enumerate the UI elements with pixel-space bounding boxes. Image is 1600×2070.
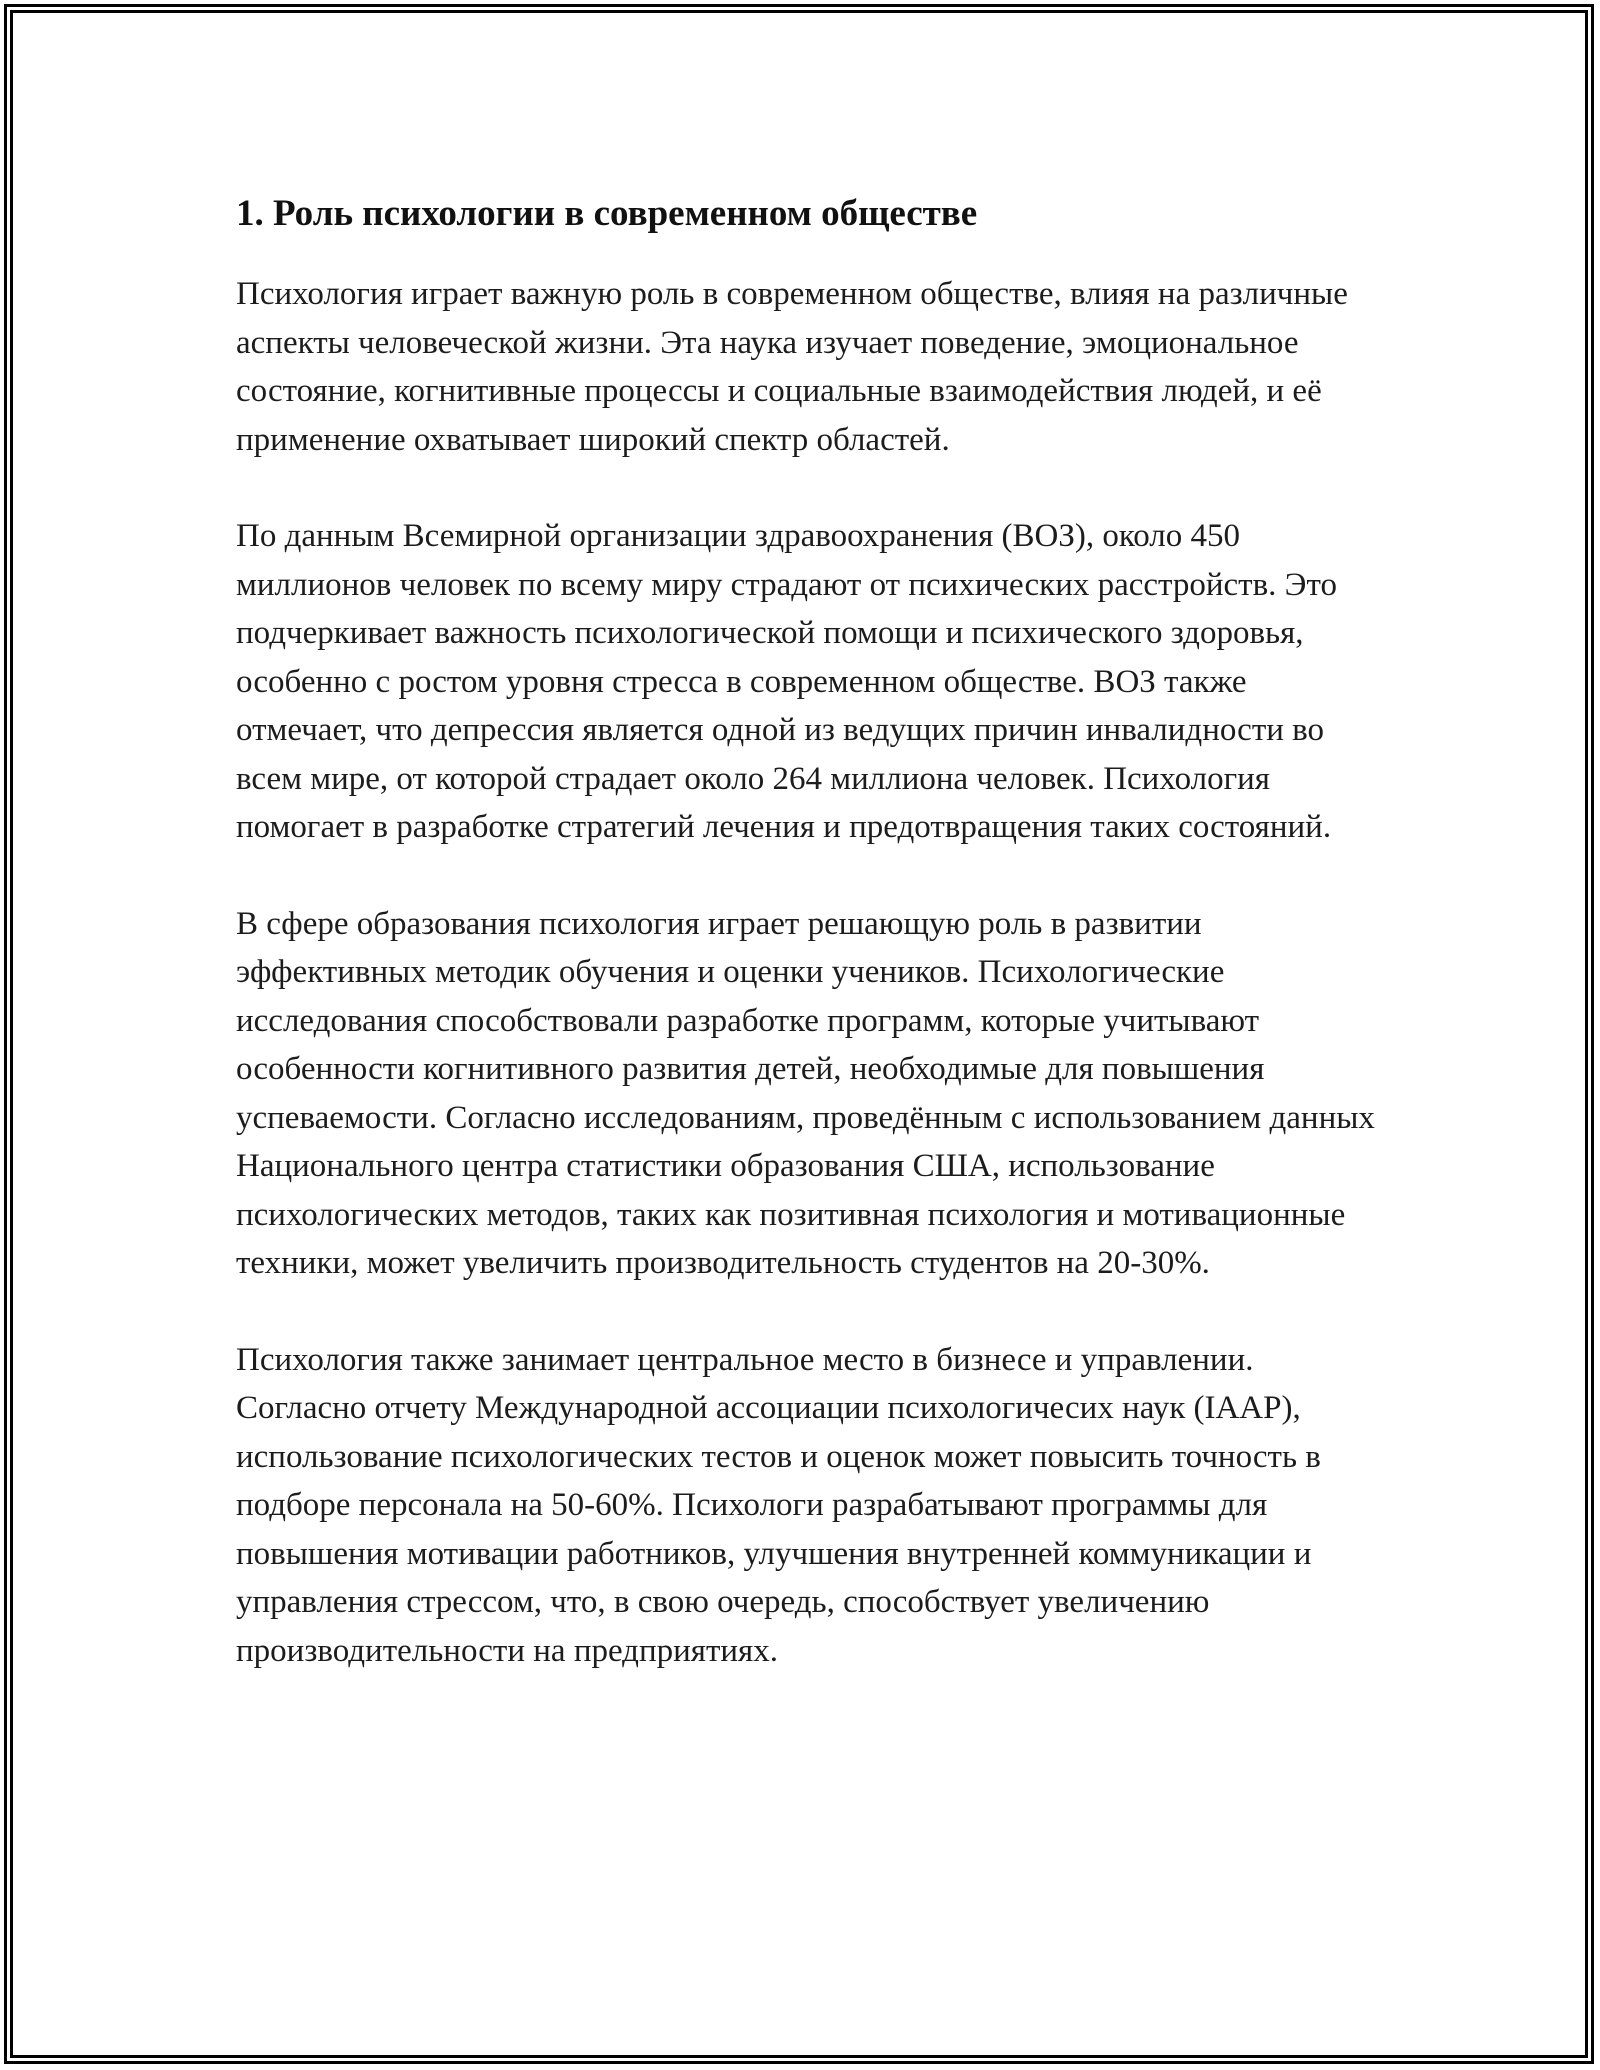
paragraph-intro: Психология играет важную роль в современном обществе, влияя на различные аспекты человеческой жизни. Эта наука изучает поведение, эмоциональное состояние, когнитивные процессы и социальные взаимодействия людей, и её применение охватывает широкий спектр областей. (236, 276, 1348, 458)
paragraph-education: В сфере образования психология играет решающую роль в развитии эффективных методик обучения и оценки учеников. Психологические исследования способствовали разработке программ, которые учитывают особенности когнитивного развития детей, необходимые для повышения успеваемости. Согласно исследованиям, проведённым с использованием данных Национального центра статистики образования США, использование психологических методов, таких как позитивная психология и мотивационные техники, может увеличить производительность студентов на 20-30%. (236, 905, 1375, 1281)
section-heading: 1. Роль психологии в современном обществе (236, 193, 978, 234)
document-body (236, 188, 1376, 1723)
paragraph-business: Психология также занимает центральное место в бизнесе и управлении. Согласно отчету Международной ассоциации психологичесих наук (IAAP), использование психологических тестов и оценок может повысить точность в подборе персонала на 50-60%. Психологи разрабатывают программы для повышения мотивации работников, улучшения внутренней коммуникации и управления стрессом, что, в свою очередь, способствует увеличению производительности на предприятиях. (236, 1341, 1321, 1669)
paragraph-who-statistics: По данным Всемирной организации здравоохранения (ВОЗ), около 450 миллионов человек по всему миру страдают от психических расстройств. Это подчеркивает важность психологической помощи и психического здоровья, особенно с ростом уровня стресса в современном обществе. ВОЗ также отмечает, что депрессия является одной из ведущих причин инвалидности во всем мире, от которой страдает около 264 миллиона человек. Психология помогает в разработке стратегий лечения и предотвращения таких состояний. (236, 518, 1337, 845)
